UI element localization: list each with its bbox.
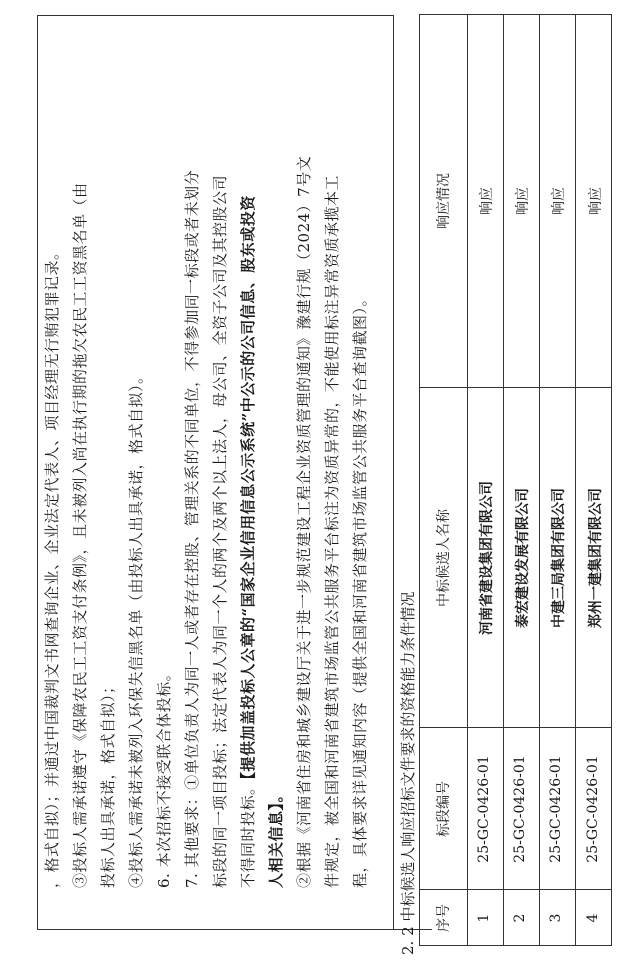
header-candidate: 中标候选人名称	[436, 509, 452, 607]
requirement-line: 人相关信息】。	[267, 786, 285, 888]
cell-no: 1	[476, 913, 492, 923]
table-row-line	[539, 14, 540, 946]
cell-section-code: 25-GC-0426-01	[548, 755, 564, 863]
table-row-line	[467, 14, 468, 946]
requirement-text: 不得同时投标。	[239, 779, 257, 888]
requirement-line: 件规定，被全国和河南省建筑市场监管公共服务平台标注为资质异常的，不能使用标注异常资质承揽本工	[323, 174, 341, 888]
requirement-line	[237, 195, 258, 888]
requirement-line: 6. 本次招标不接受联合体投标。	[155, 665, 173, 888]
header-section-code: 标段编号	[436, 781, 452, 837]
requirement-line: ④投标人需承诺未被列入环保失信黑名单（由投标人出具承诺，格式自拟）。	[127, 368, 145, 888]
cell-response: 响应	[515, 187, 531, 215]
requirement-line: 程，具体要求详见通知内容（提供全国和河南省建筑市场监管公共服务平台查询截图）。	[351, 290, 369, 888]
cell-section-code: 25-GC-0426-01	[512, 755, 528, 863]
cell-section-code: 25-GC-0426-01	[476, 755, 492, 863]
header-response: 响应情况	[436, 173, 452, 229]
requirement-bold-note: 【提供加盖投标人公章的“国家企业信用信息公示系统”中公示的公司信息、股东或投资	[239, 195, 257, 780]
cell-candidate: 河南省建设集团有限公司	[479, 481, 495, 635]
cell-no: 3	[548, 913, 564, 923]
table-row-line	[503, 14, 504, 946]
cell-section-code: 25-GC-0426-01	[585, 755, 601, 863]
requirement-line: 投标人出具承诺，格式自拟）；	[99, 678, 117, 888]
header-no: 序号	[436, 904, 452, 932]
requirement-line: ③投标人需承诺遵守《保障农民工工资支付条例》，且未被列入尚在执行期的拖欠农民工工资黑名单（由	[71, 182, 89, 888]
requirements-left-column-divider	[75, 929, 432, 930]
requirement-line: ②根据《河南省住房和城乡建设厅关于进一步规范建设工程企业资质管理的通知》豫建行规（2024）7号文	[295, 155, 313, 888]
cell-candidate: 郑州一建集团有限公司	[588, 488, 604, 628]
cell-response: 响应	[479, 187, 495, 215]
section-title: 2. 2 中标候选人响应招标文件要求的资格能力条件情况	[399, 591, 417, 955]
cell-candidate: 泰宏建设发展有限公司	[515, 488, 531, 628]
cell-candidate: 中建三局集团有限公司	[551, 488, 567, 628]
cell-no: 2	[512, 913, 528, 923]
cell-no: 4	[585, 913, 601, 923]
table-row-line	[575, 14, 576, 946]
requirement-line: 7. 其他要求：①单位负责人为同一人或者存在控股、管理关系的不同单位，不得参加同一标段或者未划分	[183, 169, 201, 888]
requirement-line: ，格式自拟）；并通过中国裁判文书网查询企业、企业法定代表人、项目经理无行贿犯罪记录。	[43, 244, 61, 888]
cell-response: 响应	[588, 187, 604, 215]
requirement-line: 标段的同一项目投标；法定代表人为同一个人的两个及两个以上法人，母公司、全资子公司及其控股公司	[211, 174, 229, 888]
cell-response: 响应	[551, 187, 567, 215]
